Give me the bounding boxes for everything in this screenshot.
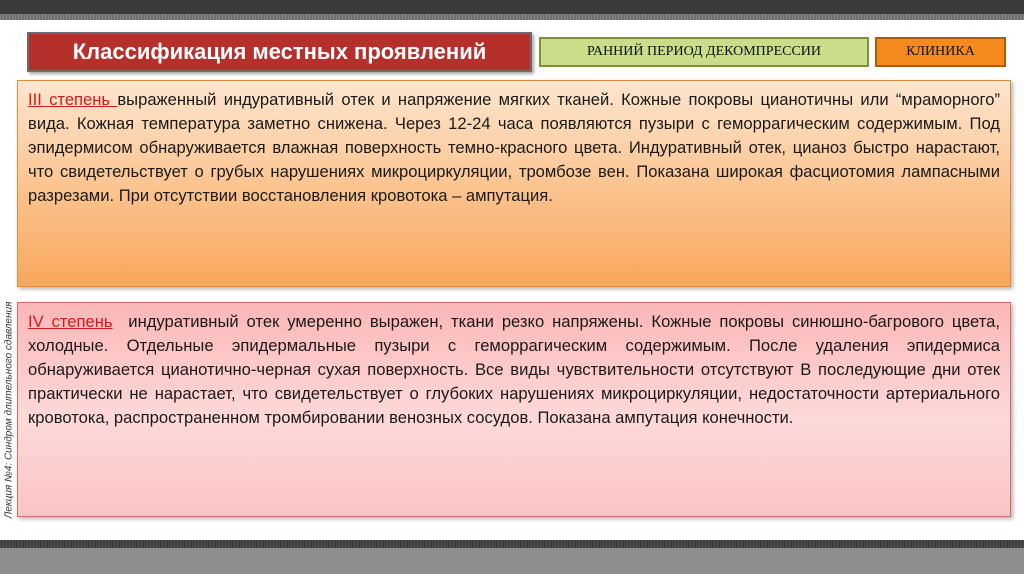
- degree-3-card: [17, 80, 1011, 287]
- clinic-tag: [875, 37, 1006, 67]
- slide-title-box: [27, 32, 532, 72]
- degree-3-text: выраженный индуративный отек и напряжение мягких тканей. Кожные покровы цианотичны или “мраморного” вида. Кожная температура заметно снижена. Через 12-24 часа появляются пузыри с геморрагическим содержимым. Под эпидермисом обнаруживается влажная поверхность темно-красного цвета. Индуративный отек, цианоз быстро нарастают, что свидетельствует о грубых нарушениях микроциркуляции, тромбозе вен. Показана широкая фасциотомия лампасными разрезами. При отсутствии восстановления кровотока – ампутация.: [28, 90, 1001, 205]
- degree-4-card: [17, 302, 1011, 517]
- slide-title: Классификация местных проявлений: [72, 39, 487, 64]
- clinic-tag-label: КЛИНИКА: [906, 44, 975, 59]
- degree-4-text: индуративный отек умеренно выражен, ткани резко напряжены. Кожные покровы синюшно-багрового цвета, холодные. Отдельные эпидермальные пузыри с геморрагическим содержимым. После удаления эпидермиса обнаруживается цианотично-черная сухая поверхность. Все виды чувствительности отсутствуют В последующие дни отек практически не нарастает, что свидетельствует о глубоких нарушениях микроциркуляции, недостаточности артериального кровотока, распространенном тромбировании венозных сосудов. Показана ампутация конечности.: [28, 312, 1005, 427]
- degree-3-label: III степень: [28, 90, 118, 109]
- top-bar: [0, 0, 1024, 14]
- bottom-bar: [0, 548, 1024, 574]
- lecture-side-label-text: Лекция №4: Синдром длительного сдавления: [3, 301, 15, 519]
- degree-4-label: IV степень: [28, 312, 113, 331]
- period-tag: [539, 37, 869, 67]
- bottom-bar-stripe: [0, 540, 1024, 548]
- lecture-side-label: [0, 300, 18, 520]
- period-tag-label: РАННИЙ ПЕРИОД ДЕКОМПРЕССИИ: [586, 44, 822, 59]
- top-bar-stripe: [0, 14, 1024, 20]
